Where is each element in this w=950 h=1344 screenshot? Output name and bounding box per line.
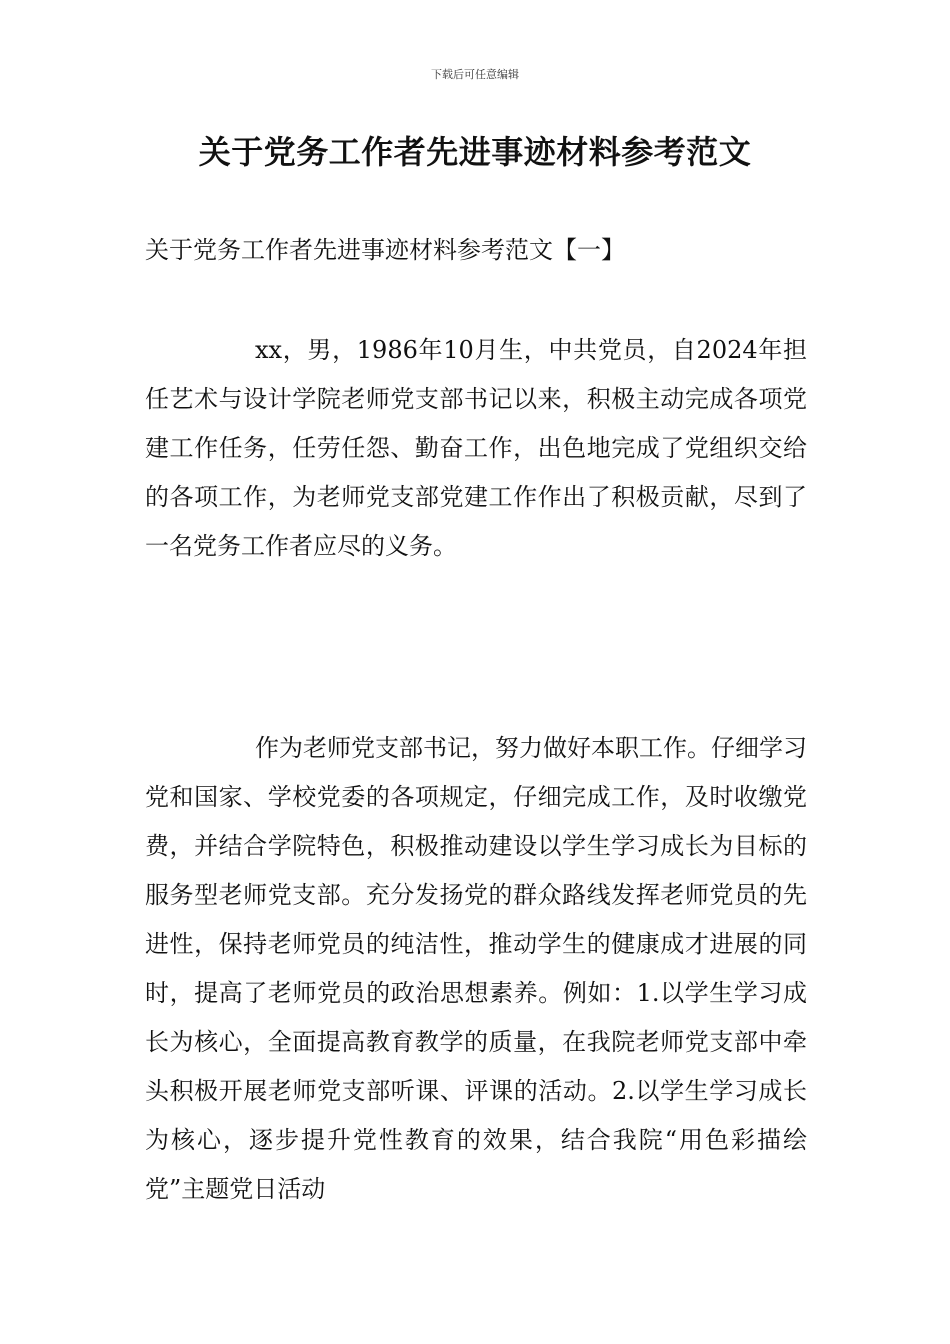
body-paragraph-1: xx，男，1986年10月生，中共党员，自2024年担任艺术与设计学院老师党支部书记以来，积极主动完成各项党建工作任务，任劳任怨、勤奋工作，出色地完成了党组织交给的各项工作，为老师党支部党建工作作出了积极贡献，尽到了一名党务工作者应尽的义务。 [145, 336, 807, 560]
document-title: 关于党务工作者先进事迹材料参考范文 [198, 133, 752, 171]
body-paragraph-2: 作为老师党支部书记，努力做好本职工作。仔细学习党和国家、学校党委的各项规定，仔细完成工作，及时收缴党费，并结合学院特色，积极推动建设以学生学习成长为目标的服务型老师党支部。充分发扬党的群众路线发挥老师党员的先进性，保持老师党员的纯洁性，推动学生的健康成才进展的同时，提高了老师党员的政治思想素养。例如：1.以学生学习成长为核心，全面提高教育教学的质量，在我院老师党支部中牵头积极开展老师党支部听课、评课的活动。2.以学生学习成长为核心，逐步提升党性教育的效果，结合我院“用色彩描绘党”主题党日活动 [145, 734, 807, 1203]
section-heading: 关于党务工作者先进事迹材料参考范文【一】 [145, 236, 625, 264]
download-note: 下载后可任意编辑 [431, 68, 519, 81]
